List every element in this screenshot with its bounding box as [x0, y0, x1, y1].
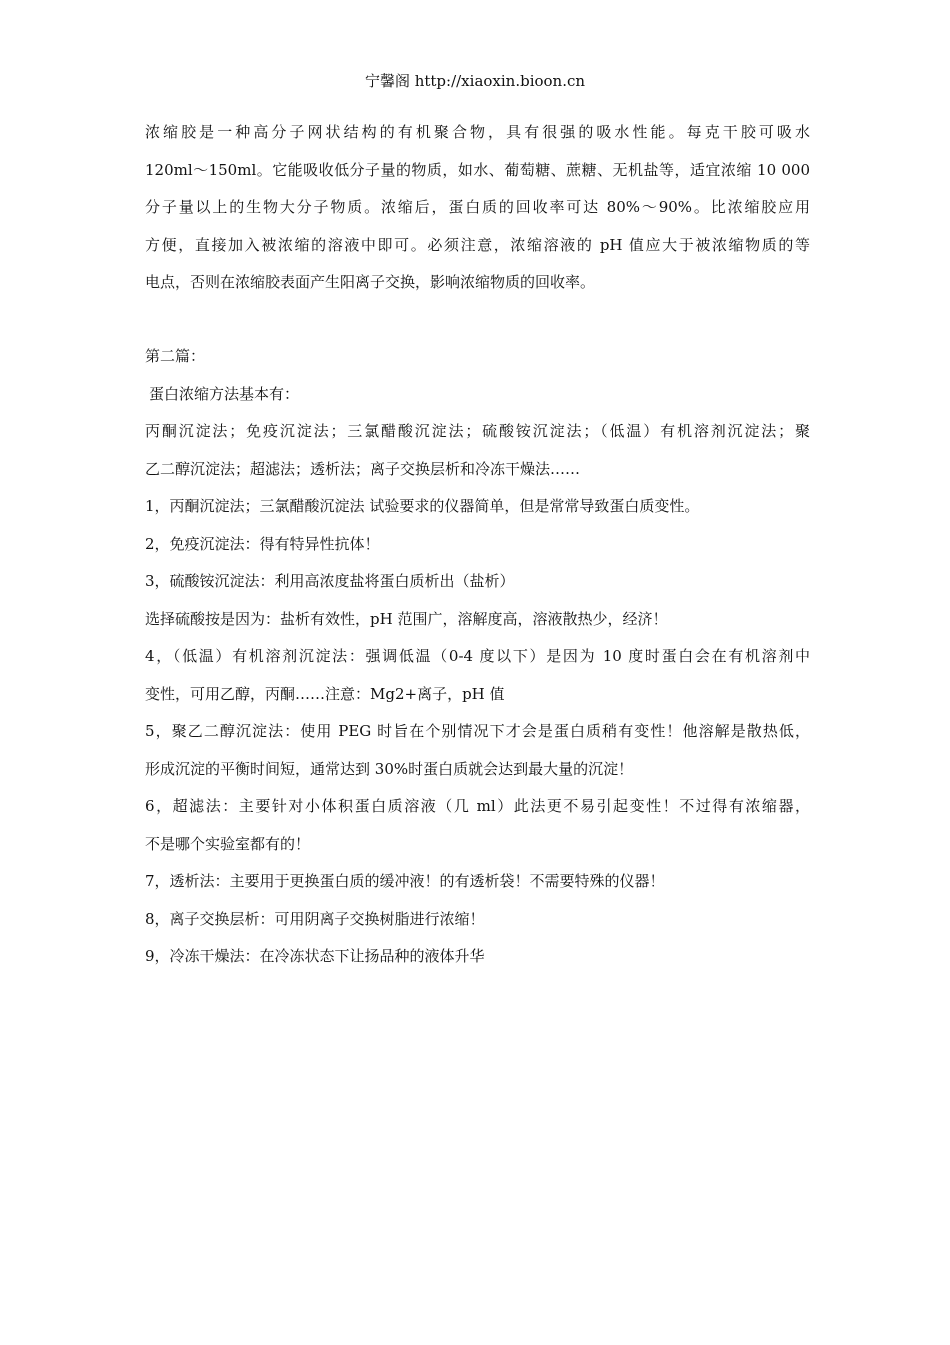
- method-item: 7，透析法：主要用于更换蛋白质的缓冲液！的有透析袋！不需要特殊的仪器！: [145, 872, 665, 890]
- method-item: 2，免疫沉淀法：得有特异性抗体！: [145, 534, 380, 553]
- method-item: 9，冷冻干燥法：在冷冻状态下让扬品种的液体升华: [145, 947, 485, 965]
- methods-line: 乙二醇沉淀法；超滤法；透析法；离子交换层析和冷冻干燥法……: [145, 459, 581, 478]
- method-item: 1，丙酮沉淀法；三氯醋酸沉淀法 试验要求的仪器简单，但是常常导致蛋白质变性。: [145, 497, 700, 515]
- intro-line: 分子量以上的生物大分子物质。浓缩后，蛋白质的回收率可达 80%～90%。比浓缩胶应用: [145, 198, 810, 216]
- method-item: 变性，可用乙醇，丙酮……注意：Mg2+离子，pH 值: [145, 684, 505, 703]
- intro-line: 浓缩胶是一种高分子网状结构的有机聚合物，具有很强的吸水性能。每克干胶可吸水: [145, 123, 810, 141]
- section-subtitle: 蛋白浓缩方法基本有：: [149, 384, 300, 403]
- section-title: 第二篇：: [145, 347, 206, 365]
- method-item: 6，超滤法：主要针对小体积蛋白质溶液（几 ml）此法更不易引起变性！不过得有浓缩器，: [145, 797, 810, 815]
- second-section: [145, 338, 810, 976]
- intro-line: 方便，直接加入被浓缩的溶液中即可。必须注意，浓缩溶液的 pH 值应大于被浓缩物质的等: [145, 235, 810, 254]
- intro-paragraph: [145, 114, 810, 302]
- method-item: 形成沉淀的平衡时间短，通常达到 30%时蛋白质就会达到最大量的沉淀！: [145, 759, 634, 778]
- method-item: 不是哪个实验室都有的！: [145, 834, 311, 853]
- method-item: 3，硫酸铵沉淀法：利用高浓度盐将蛋白质析出（盐析）: [145, 572, 515, 590]
- method-item: 8，离子交换层析：可用阴离子交换树脂进行浓缩！: [145, 909, 485, 928]
- method-item: 选择硫酸按是因为：盐析有效性，pH 范围广，溶解度高，溶液散热少，经济！: [145, 609, 668, 628]
- method-item: 5，聚乙二醇沉淀法：使用 PEG 时旨在个别情况下才会是蛋白质稍有变性！他溶解是散热低，: [145, 722, 810, 740]
- method-item: 4，（低温）有机溶剂沉淀法：强调低温（0-4 度以下）是因为 10 度时蛋白会在有机溶剂中: [145, 647, 810, 665]
- page-header: 宁馨阁 http://xiaoxin.bioon.cn: [364, 72, 586, 90]
- intro-line: 120ml～150ml。它能吸收低分子量的物质，如水、葡萄糖、蔗糖、无机盐等，适宜浓缩 10 000: [145, 160, 810, 179]
- methods-line: 丙酮沉淀法；免疫沉淀法；三氯醋酸沉淀法；硫酸铵沉淀法；（低温）有机溶剂沉淀法；聚: [145, 422, 810, 440]
- intro-line: 电点，否则在浓缩胶表面产生阳离子交换，影响浓缩物质的回收率。: [145, 273, 596, 291]
